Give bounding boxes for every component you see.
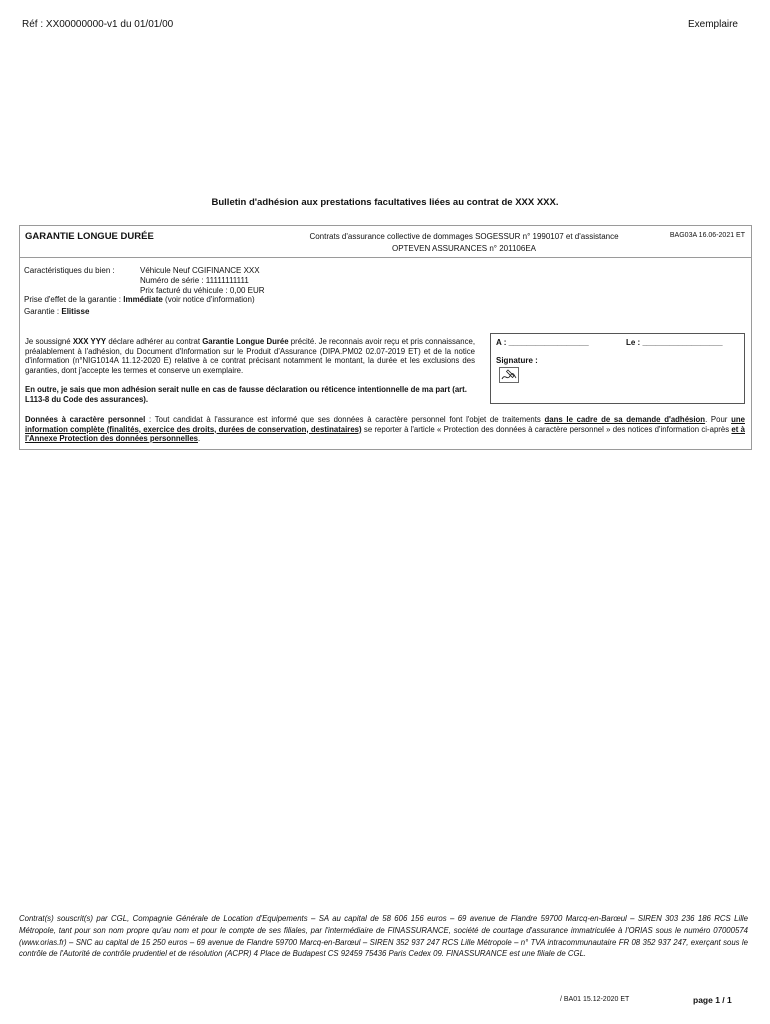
personal-data-annex-link: et à l'Annexe Protection des données personnelles xyxy=(25,424,745,443)
garantie-label: Garantie : xyxy=(24,307,60,316)
page-number: page 1 / 1 xyxy=(693,995,732,1005)
declaration-part: précité. Je reconnais avoir reçu et pris connaissance, préalablement à l'adhésion, du Document d'Information sur le Produit d'Assurance (DIPA.PM02 02.07-2019 ET) et de la notice d'information (n°NIG1014A 11.12-2020 E) relative à ce contrat précisant notamment le montant, la durée et les exclusions des garanties, dont j'accepte les termes et conserve un exemplaire. xyxy=(25,337,475,375)
place-field[interactable]: A : __________________ xyxy=(496,338,589,347)
declaration-warning: En outre, je sais que mon adhésion serait nulle en cas de fausse déclaration ou réticence intentionnelle de ma part (art. L113-8 du Code des assurances). xyxy=(25,385,467,404)
page-title: Bulletin d'adhésion aux prestations facultatives liées au contrat de XXX XXX. xyxy=(211,197,559,208)
vehicle-name: Véhicule Neuf CGIFINANCE XXX xyxy=(140,266,260,275)
declaration-part: déclare adhérer au contrat xyxy=(108,337,200,346)
document-reference: Réf : XX00000000-v1 du 01/01/00 xyxy=(22,19,174,30)
contracts-reference xyxy=(275,231,653,255)
date-field[interactable]: Le : __________________ xyxy=(626,338,723,347)
garantie-line xyxy=(24,307,89,317)
signature-box[interactable] xyxy=(490,333,745,404)
declaration-text xyxy=(25,337,475,375)
personal-data-emphasis: une information complète (finalités, exercice des droits, durées de conservation, destinataires) xyxy=(25,415,745,434)
declaration-part: Je soussigné xyxy=(25,337,71,346)
characteristics-label: Caractéristiques du bien : xyxy=(24,266,115,275)
personal-data-title: Données à caractère personnel xyxy=(25,415,146,424)
guarantee-form-frame xyxy=(19,225,752,450)
guarantee-title: GARANTIE LONGUE DURÉE xyxy=(25,231,154,242)
pen-signature-icon[interactable] xyxy=(499,367,519,383)
subscriber-name: XXX YYY xyxy=(72,337,107,346)
copy-label: Exemplaire xyxy=(687,19,738,30)
effect-note: (voir notice d'information) xyxy=(165,295,255,304)
effect-date-line xyxy=(24,295,255,305)
form-reference: BAG03A 16.06-2021 ET xyxy=(669,232,745,239)
contracts-line-1: Contrats d'assurance collective de dommages SOGESSUR n° 1990107 et d'assistance xyxy=(309,232,619,241)
characteristics-values xyxy=(140,266,265,296)
legal-footer: Contrat(s) souscrit(s) par CGL, Compagnie Générale de Location d'Equipements – SA au capital de 58 606 156 euros – 69 avenue de Flandre 59700 Marcq-en-Barœul – SIREN 303 236 186 RCS Lille Métropole, tant pour son nom propre qu'au nom et pour le compte de ses filiales, par l'intermédiaire de FINASSURANCE, société de courtage d'assurance immatriculée à l'ORIAS sous le numéro 07000574 (www.orias.fr) – SNC au capital de 15 250 euros – 69 avenue de Flandre 59700 Marcq-en-Barœul – SIREN 352 937 247 RCS Lille Métropole – n° TVA intracommunautaire FR 08 352 937 247, exerçant sous le contrôle de l'Autorité de contrôle prudentiel et de résolution (ACPR) 4 Place de Budapest CS 92459 75436 Paris Cedex 09. FINASSURANCE est une filiale de CGL. xyxy=(19,914,748,959)
effect-label: Prise d'effet de la garantie : xyxy=(24,295,121,304)
form-code: / BA01 15.12-2020 ET xyxy=(560,996,630,1003)
garantie-value: Elitisse xyxy=(61,307,90,316)
serial-number: Numéro de série : 11111111111 xyxy=(140,276,249,285)
personal-data-text: . Pour xyxy=(705,415,728,424)
effect-value: Immédiate xyxy=(123,295,163,304)
personal-data-emphasis: dans le cadre de sa demande d'adhésion xyxy=(544,415,706,424)
guarantee-header xyxy=(20,226,751,258)
personal-data-text: : Tout candidat à l'assurance est informé que ses données à caractère personnel font l'objet de traitements xyxy=(149,415,541,424)
contract-name: Garantie Longue Durée xyxy=(202,337,289,346)
contracts-line-2: OPTEVEN ASSURANCES n° 201106EA xyxy=(391,244,536,253)
personal-data-text: se reporter à l'article « Protection des données à caractère personnel » des notices d'information ci-après xyxy=(363,424,730,434)
vehicle-price: Prix facturé du véhicule : 0,00 EUR xyxy=(140,286,265,295)
signature-label: Signature : xyxy=(496,356,538,365)
personal-data-text: . xyxy=(198,434,201,443)
personal-data-notice xyxy=(25,415,745,444)
